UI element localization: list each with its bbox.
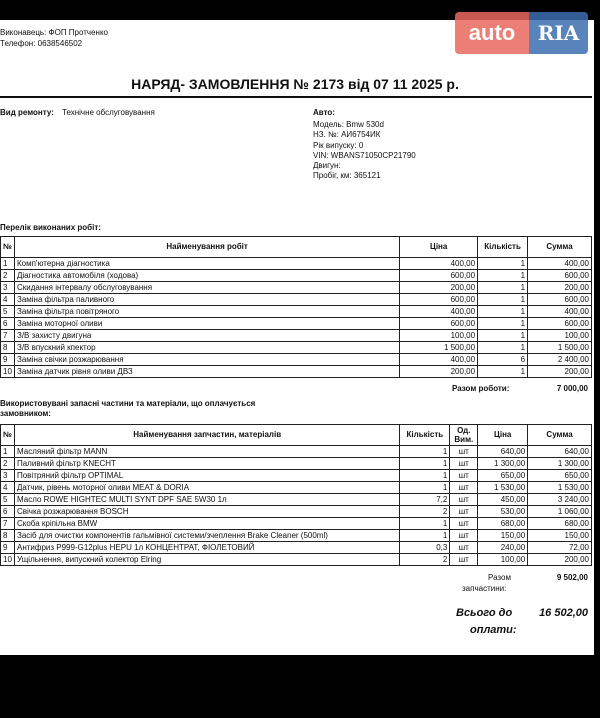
cell-qty: 1: [400, 518, 450, 530]
works-col-sum: Сумма: [528, 237, 592, 258]
parts-total-value: 9 502,00: [556, 573, 588, 582]
cell-name: Заміна моторної оливи: [14, 318, 399, 330]
car-year: Рік випуску: 0: [313, 141, 364, 150]
cell-no: 9: [1, 542, 15, 554]
works-col-name: Найменування робіт: [14, 237, 399, 258]
grand-total-value: 16 502,00: [539, 607, 588, 619]
cell-price: 200,00: [400, 366, 478, 378]
cell-no: 1: [1, 446, 15, 458]
cell-sum: 640,00: [528, 446, 592, 458]
table-row: [1, 330, 592, 342]
cell-qty: 1: [478, 258, 528, 270]
cell-qty: 1: [478, 318, 528, 330]
cell-price: 530,00: [478, 506, 528, 518]
cell-no: 8: [1, 342, 15, 354]
cell-no: 5: [1, 306, 15, 318]
cell-unit: шт: [450, 554, 478, 566]
cell-price: 1 530,00: [478, 482, 528, 494]
watermark-auto: auto: [455, 12, 529, 54]
table-row: [1, 470, 592, 482]
table-row: [1, 282, 592, 294]
cell-qty: 1: [400, 530, 450, 542]
cell-sum: 2 400,00: [528, 354, 592, 366]
cell-sum: 1 060,00: [528, 506, 592, 518]
cell-sum: 200,00: [528, 282, 592, 294]
cell-price: 680,00: [478, 518, 528, 530]
cell-name: Заміна датчик рівня оливи ДВЗ: [14, 366, 399, 378]
cell-no: 2: [1, 458, 15, 470]
cell-sum: 600,00: [528, 318, 592, 330]
parts-col-unit: Од. Вим.: [450, 425, 478, 446]
cell-qty: 6: [478, 354, 528, 366]
cell-no: 10: [1, 554, 15, 566]
cell-qty: 1: [478, 342, 528, 354]
table-row: [1, 542, 592, 554]
table-row: [1, 294, 592, 306]
cell-name: Паливний фільтр KNECHT: [14, 458, 399, 470]
table-row: [1, 458, 592, 470]
cell-unit: шт: [450, 482, 478, 494]
parts-section-title-2: замовником:: [0, 409, 51, 418]
table-row: [1, 318, 592, 330]
parts-section-title-1: Використовувані запасні частини та матеріали, що оплачується: [0, 399, 256, 408]
cell-name: Скоба кріпільна BMW: [14, 518, 399, 530]
cell-name: Заміна фільтра паливного: [14, 294, 399, 306]
cell-price: 450,00: [478, 494, 528, 506]
cell-sum: 680,00: [528, 518, 592, 530]
parts-total-label-1: Разом: [488, 573, 511, 582]
cell-name: Датчик, рівень моторної оливи MEAT & DORIA: [14, 482, 399, 494]
cell-price: 100,00: [478, 554, 528, 566]
repair-label: Вид ремонту:: [0, 108, 54, 117]
car-engine: Двигун:: [313, 161, 341, 170]
cell-sum: 150,00: [528, 530, 592, 542]
parts-col-price: Ціна: [478, 425, 528, 446]
cell-no: 8: [1, 530, 15, 542]
cell-name: Діагностика автомобіля (ходова): [14, 270, 399, 282]
car-model: Модель: Bmw 530d: [313, 120, 384, 129]
cell-unit: шт: [450, 542, 478, 554]
table-row: [1, 530, 592, 542]
works-section-title: Перелік виконаних робіт:: [0, 223, 101, 232]
cell-qty: 1: [478, 330, 528, 342]
works-col-qty: Кількість: [478, 237, 528, 258]
cell-sum: 200,00: [528, 366, 592, 378]
cell-sum: 200,00: [528, 554, 592, 566]
cell-unit: шт: [450, 470, 478, 482]
table-row: [1, 482, 592, 494]
cell-price: 650,00: [478, 470, 528, 482]
cell-qty: 1: [478, 366, 528, 378]
works-header-row: [1, 237, 592, 258]
works-total-value: 7 000,00: [556, 384, 588, 393]
cell-qty: 1: [400, 446, 450, 458]
cell-qty: 1: [478, 270, 528, 282]
cell-price: 600,00: [400, 270, 478, 282]
table-row: [1, 270, 592, 282]
cell-no: 3: [1, 282, 15, 294]
cell-no: 2: [1, 270, 15, 282]
cell-no: 3: [1, 470, 15, 482]
table-row: [1, 366, 592, 378]
cell-qty: 7,2: [400, 494, 450, 506]
cell-unit: шт: [450, 506, 478, 518]
parts-table: [0, 424, 592, 566]
cell-price: 240,00: [478, 542, 528, 554]
cell-unit: шт: [450, 494, 478, 506]
page-title: НАРЯД- ЗАМОВЛЕННЯ № 2173 від 07 11 2025 р.: [131, 76, 459, 92]
parts-header-row: [1, 425, 592, 446]
cell-unit: шт: [450, 530, 478, 542]
cell-qty: 1: [400, 482, 450, 494]
table-row: [1, 354, 592, 366]
car-label: Авто:: [313, 108, 335, 117]
cell-name: Масло ROWE HIGHTEC MULTI SYNT DPF SAE 5W30 1л: [14, 494, 399, 506]
cell-no: 4: [1, 482, 15, 494]
table-row: [1, 342, 592, 354]
cell-sum: 600,00: [528, 294, 592, 306]
cell-price: 1 300,00: [478, 458, 528, 470]
cell-sum: 400,00: [528, 258, 592, 270]
cell-sum: 1 530,00: [528, 482, 592, 494]
table-row: [1, 258, 592, 270]
cell-name: Свічка розжарювання BOSCH: [14, 506, 399, 518]
cell-name: Ущільнення, випускний колектор Elring: [14, 554, 399, 566]
cell-qty: 2: [400, 506, 450, 518]
cell-sum: 400,00: [528, 306, 592, 318]
cell-no: 1: [1, 258, 15, 270]
cell-qty: 2: [400, 554, 450, 566]
cell-qty: 1: [478, 294, 528, 306]
table-row: [1, 494, 592, 506]
cell-name: Масляний фільтр MANN: [14, 446, 399, 458]
cell-name: Повітряний фільтр OPTIMAL: [14, 470, 399, 482]
contractor-line: Виконавець: ФОП Протченко: [0, 28, 109, 37]
table-row: [1, 306, 592, 318]
cell-no: 5: [1, 494, 15, 506]
cell-name: Антифриз Р999-G12plus HEPU 1л КОНЦЕНТРАТ, ФІОЛЕТОВИЙ: [14, 542, 399, 554]
grand-total-label-1: Всього до: [456, 607, 513, 619]
cell-no: 7: [1, 518, 15, 530]
cell-qty: 0,3: [400, 542, 450, 554]
cell-name: Засіб для очистки компонентів гальмівної системи/зчеплення Brake Cleaner (500ml): [14, 530, 399, 542]
car-vin: VIN: WBANS71050CP21790: [313, 151, 416, 160]
table-row: [1, 518, 592, 530]
cell-no: 10: [1, 366, 15, 378]
works-col-price: Ціна: [400, 237, 478, 258]
cell-sum: 72,00: [528, 542, 592, 554]
cell-price: 400,00: [400, 306, 478, 318]
phone-line: Телефон: 0638546502: [0, 39, 83, 48]
cell-sum: 600,00: [528, 270, 592, 282]
repair-value: Технічне обслуговування: [62, 108, 155, 117]
cell-name: З/В впускний кпектор: [14, 342, 399, 354]
cell-sum: 1 300,00: [528, 458, 592, 470]
cell-no: 6: [1, 506, 15, 518]
cell-price: 400,00: [400, 258, 478, 270]
cell-name: З/В захисту двигуна: [14, 330, 399, 342]
cell-no: 4: [1, 294, 15, 306]
cell-sum: 650,00: [528, 470, 592, 482]
works-table: [0, 236, 592, 378]
cell-price: 100,00: [400, 330, 478, 342]
cell-unit: шт: [450, 446, 478, 458]
table-row: [1, 506, 592, 518]
cell-sum: 1 500,00: [528, 342, 592, 354]
cell-price: 1 500,00: [400, 342, 478, 354]
works-col-no: №: [1, 237, 15, 258]
cell-price: 150,00: [478, 530, 528, 542]
cell-name: Комп'ютерна діагностика: [14, 258, 399, 270]
car-plate: НЗ. №: АИ6754ИК: [313, 130, 381, 139]
cell-no: 6: [1, 318, 15, 330]
parts-col-no: №: [1, 425, 15, 446]
cell-name: Заміна свічки розжарювання: [14, 354, 399, 366]
parts-col-sum: Сумма: [528, 425, 592, 446]
cell-qty: 1: [478, 306, 528, 318]
title-rule: [0, 96, 592, 98]
cell-no: 7: [1, 330, 15, 342]
cell-sum: 100,00: [528, 330, 592, 342]
cell-price: 600,00: [400, 318, 478, 330]
grand-total-label-2: оплати:: [470, 624, 517, 636]
watermark-logo: [455, 12, 588, 54]
cell-price: 400,00: [400, 354, 478, 366]
cell-price: 200,00: [400, 282, 478, 294]
cell-price: 640,00: [478, 446, 528, 458]
car-mileage: Пробіг, км: 365121: [313, 171, 381, 180]
cell-qty: 1: [400, 458, 450, 470]
cell-qty: 1: [400, 470, 450, 482]
cell-unit: шт: [450, 518, 478, 530]
table-row: [1, 554, 592, 566]
cell-unit: шт: [450, 458, 478, 470]
watermark-ria: RIA: [529, 12, 588, 54]
parts-total-label-2: запчастини:: [462, 584, 507, 593]
cell-sum: 3 240,00: [528, 494, 592, 506]
parts-col-name: Найменування запчастин, матеріалів: [14, 425, 399, 446]
cell-price: 600,00: [400, 294, 478, 306]
table-row: [1, 446, 592, 458]
parts-col-qty: Кількість: [400, 425, 450, 446]
cell-qty: 1: [478, 282, 528, 294]
works-total-label: Разом роботи:: [452, 384, 510, 393]
cell-no: 9: [1, 354, 15, 366]
cell-name: Заміна фільтра повітряного: [14, 306, 399, 318]
cell-name: Скидання інтервалу обслуговування: [14, 282, 399, 294]
